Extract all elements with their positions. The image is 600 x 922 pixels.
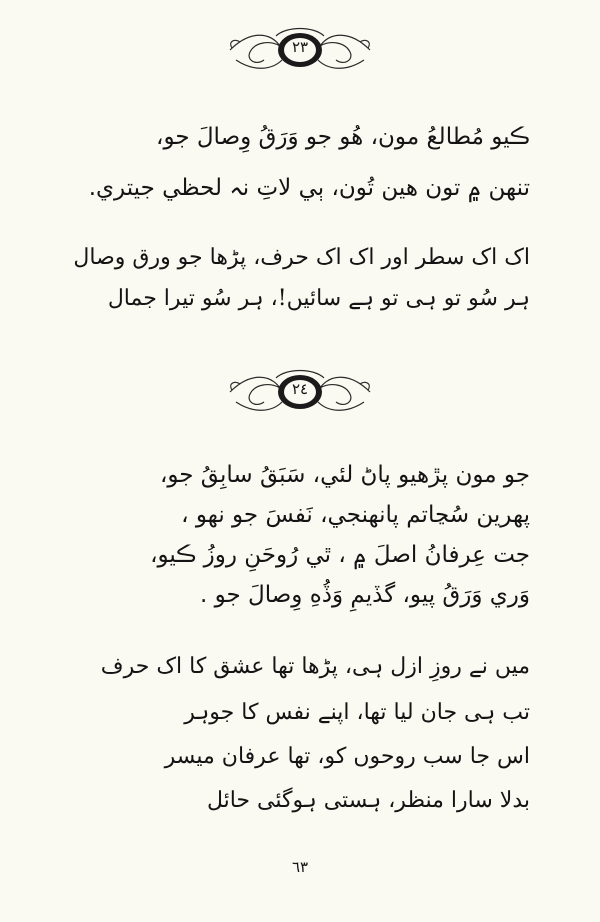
page-number: ٦٣ — [291, 858, 309, 876]
sindhi-verse-line: جت عِرفانُ اصلَ ۾ ، ٿي رُوحَنِ روزُ ڪيو، — [150, 542, 530, 568]
sindhi-verse-line: تنهن ۾ تون هين تُون، ٻي لاتِ نہ لحظي جيتري. — [88, 175, 530, 201]
sindhi-verse-line: پهرين سُڃاتم پانهنجي، نَفسَ جو نهو ، — [181, 502, 530, 528]
sindhi-verse-line: ڪيو مُطالعُ مون، هُو جو وَرَقُ وِصالَ جو، — [156, 124, 530, 150]
urdu-verse-line: میں نے روزِ ازل ہی، پڑھا تھا عشق کا اک حرف — [100, 654, 530, 679]
sindhi-verse-line: جو مون پڙهيو پاڻ لئي، سَبَقُ سابِقُ جو، — [159, 462, 530, 488]
urdu-verse-line: ہر سُو تو ہی تو ہے سائیں!، ہر سُو تیرا جمال — [107, 286, 530, 311]
urdu-verse-line: تب ہی جان لیا تھا، اپنے نفس کا جوہر — [184, 700, 530, 725]
verse-number: ٢٣ — [291, 38, 309, 56]
sindhi-verse-line: وَري وَرَقُ پيو، گڏيمِ وَڏُهِ وِصالَ جو . — [200, 582, 530, 608]
urdu-verse-line: اس جا سب روحوں کو، تھا عرفان میسر — [164, 744, 530, 769]
verse-number-ornament — [210, 20, 390, 82]
verse-number: ٢٤ — [291, 380, 309, 398]
verse-number-ornament — [210, 362, 390, 424]
urdu-verse-line: اک اک سطر اور اک اک حرف، پڑھا جو ورق وصال — [73, 245, 530, 270]
urdu-verse-line: بدلا سارا منظر، ہستی ہوگئی حائل — [206, 788, 530, 813]
